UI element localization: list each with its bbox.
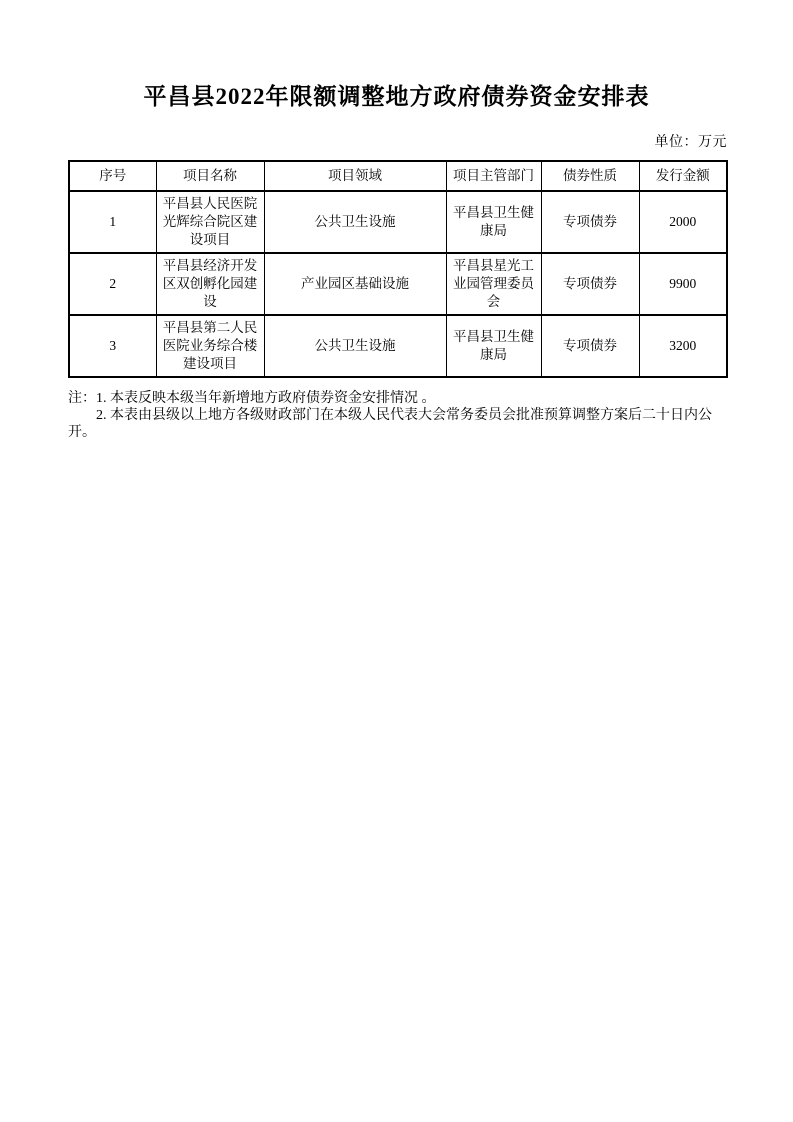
- page-title: 平昌县2022年限额调整地方政府债券资金安排表: [143, 84, 650, 109]
- cell-issue-amount: 3200: [639, 315, 727, 377]
- note-line-2: 2. 本表由县级以上地方各级财政部门在本级人民代表大会常务委员会批准预算调整方案后二十日内公开。: [68, 408, 712, 440]
- cell-department: 平昌县卫生健康局: [446, 315, 541, 377]
- unit-label: 单位：万元: [654, 135, 727, 150]
- cell-bond-type: 专项债券: [541, 191, 639, 253]
- table-row: [69, 315, 727, 377]
- cell-project-field: 产业园区基础设施: [264, 253, 446, 315]
- cell-project-name: 平昌县第二人民医院业务综合楼建设项目: [156, 315, 264, 377]
- cell-seq: 3: [69, 315, 156, 377]
- col-department: 项目主管部门: [446, 161, 541, 191]
- col-seq: 序号: [69, 161, 156, 191]
- cell-project-name: 平昌县经济开发区双创孵化园建设: [156, 253, 264, 315]
- cell-seq: 1: [69, 191, 156, 253]
- col-bond-type: 债券性质: [541, 161, 639, 191]
- cell-project-name: 平昌县人民医院光辉综合院区建设项目: [156, 191, 264, 253]
- table-row: [69, 191, 727, 253]
- col-project-field: 项目领域: [264, 161, 446, 191]
- cell-seq: 2: [69, 253, 156, 315]
- bond-funds-table: [68, 160, 728, 378]
- col-project-name: 项目名称: [156, 161, 264, 191]
- table-header-row: [69, 161, 727, 191]
- cell-department: 平昌县星光工业园管理委员会: [446, 253, 541, 315]
- table-row: [69, 253, 727, 315]
- col-issue-amount: 发行金额: [639, 161, 727, 191]
- cell-project-field: 公共卫生设施: [264, 315, 446, 377]
- note-line-1: 注：1. 本表反映本级当年新增地方政府债券资金安排情况 。: [68, 391, 436, 406]
- cell-issue-amount: 2000: [639, 191, 727, 253]
- cell-project-field: 公共卫生设施: [264, 191, 446, 253]
- cell-bond-type: 专项债券: [541, 315, 639, 377]
- cell-department: 平昌县卫生健康局: [446, 191, 541, 253]
- cell-issue-amount: 9900: [639, 253, 727, 315]
- cell-bond-type: 专项债券: [541, 253, 639, 315]
- notes-block: [68, 390, 726, 441]
